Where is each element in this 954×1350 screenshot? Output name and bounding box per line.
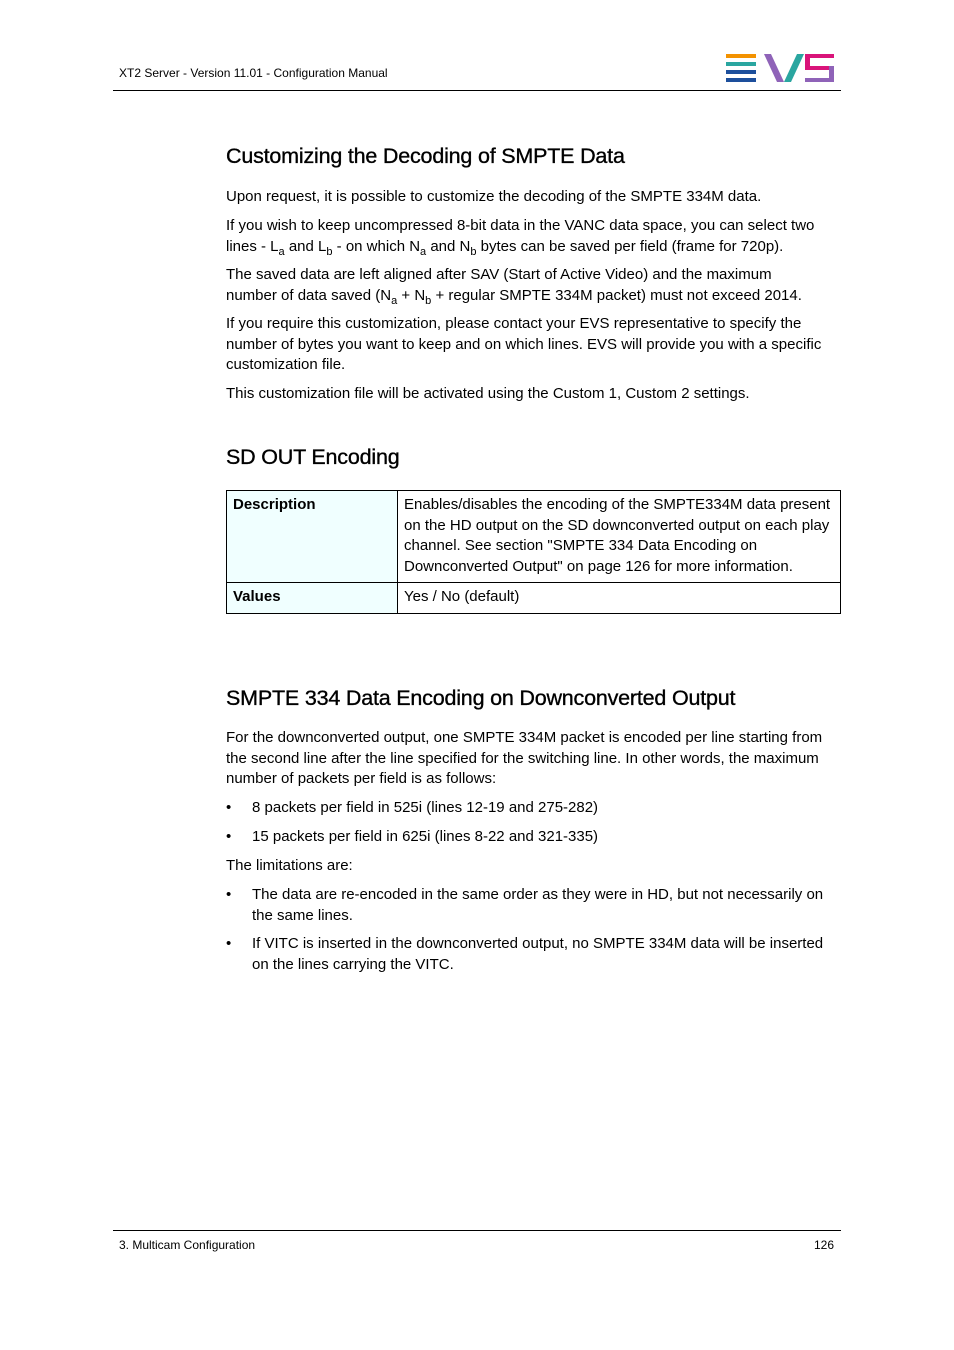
paragraph-line-with-subscripts: lines - $L_a$ and $L_b$ - on which $N_a$ and $N_b$ bytes can be saved per field (frame for 720p).: [226, 237, 784, 258]
description-value: Enables/disables the encoding of the SMPTE334M data present on the HD output on the SD downconverted output on each play channel. See section "SMPTE 334 Data Encoding on Downconverted Output" on page 126 for more information.: [398, 491, 841, 583]
page-number: 126: [813, 1238, 834, 1252]
logo-e-bar-2: [726, 62, 756, 66]
logo-s-bar-3: [805, 78, 834, 82]
paragraph-downconverted-output: For the downconverted output, one SMPTE 334M packet is encoded per line starting from the second line after the line specified for the switching line. In other words, the maximum number of packets per field is as follows:: [226, 729, 823, 787]
bullet-icon: •: [226, 886, 232, 903]
footer-chapter: 3. Multicam Configuration: [119, 1238, 256, 1252]
paragraph-line: If you wish to keep uncompressed 8-bit data in the VANC data space, you can select two: [226, 217, 815, 234]
logo-e-bar-4: [726, 78, 756, 82]
logo-s-stem-1: [805, 54, 810, 68]
logo-e-bar-3: [726, 70, 756, 74]
paragraph-upon-request: Upon request, it is possible to customize the decoding of the SMPTE 334M data.: [226, 188, 762, 205]
table-row: [227, 583, 841, 614]
logo-v-left: [764, 54, 784, 82]
bullet-icon: •: [226, 799, 232, 816]
sd-out-encoding-table: [226, 490, 841, 614]
table-row: [227, 491, 841, 583]
paragraph-uncompressed-data: [226, 216, 842, 257]
description-label: Description: [227, 491, 398, 583]
paragraph-contact-evs: If you require this customization, please contact your EVS representative to specify the number of bytes you want to keep and on which lines. EVS will provide you with a specific customization file.: [226, 315, 822, 373]
paragraph-activation: This customization file will be activated using the Custom 1, Custom 2 settings.: [226, 385, 750, 402]
evs-logo: [726, 54, 834, 82]
paragraph-line-with-subscripts: number of data saved ($N_a + N_b$ + regular SMPTE 334M packet) must not exceed 2014.: [226, 286, 802, 307]
values-label: Values: [227, 583, 398, 614]
footer-rule: [113, 1230, 841, 1231]
heading-smpte-334-downconverted: SMPTE 334 Data Encoding on Downconverted Output: [226, 686, 736, 710]
values-value: Yes / No (default): [398, 583, 841, 614]
heading-sd-out-encoding: SD OUT Encoding: [226, 445, 400, 469]
paragraph-saved-data: [226, 265, 842, 306]
bullet-icon: •: [226, 935, 232, 952]
paragraph-limitations: The limitations are:: [226, 857, 353, 874]
bullet-icon: •: [226, 828, 232, 845]
logo-v-right: [784, 54, 804, 82]
header-rule: [113, 90, 841, 91]
logo-e-bar-1: [726, 54, 756, 58]
heading-customizing-decoding: Customizing the Decoding of SMPTE Data: [226, 144, 625, 168]
header-title: XT2 Server - Version 11.01 - Configuration Manual: [119, 66, 388, 80]
paragraph-line: The saved data are left aligned after SAV (Start of Active Video) and the maximum: [226, 266, 772, 283]
